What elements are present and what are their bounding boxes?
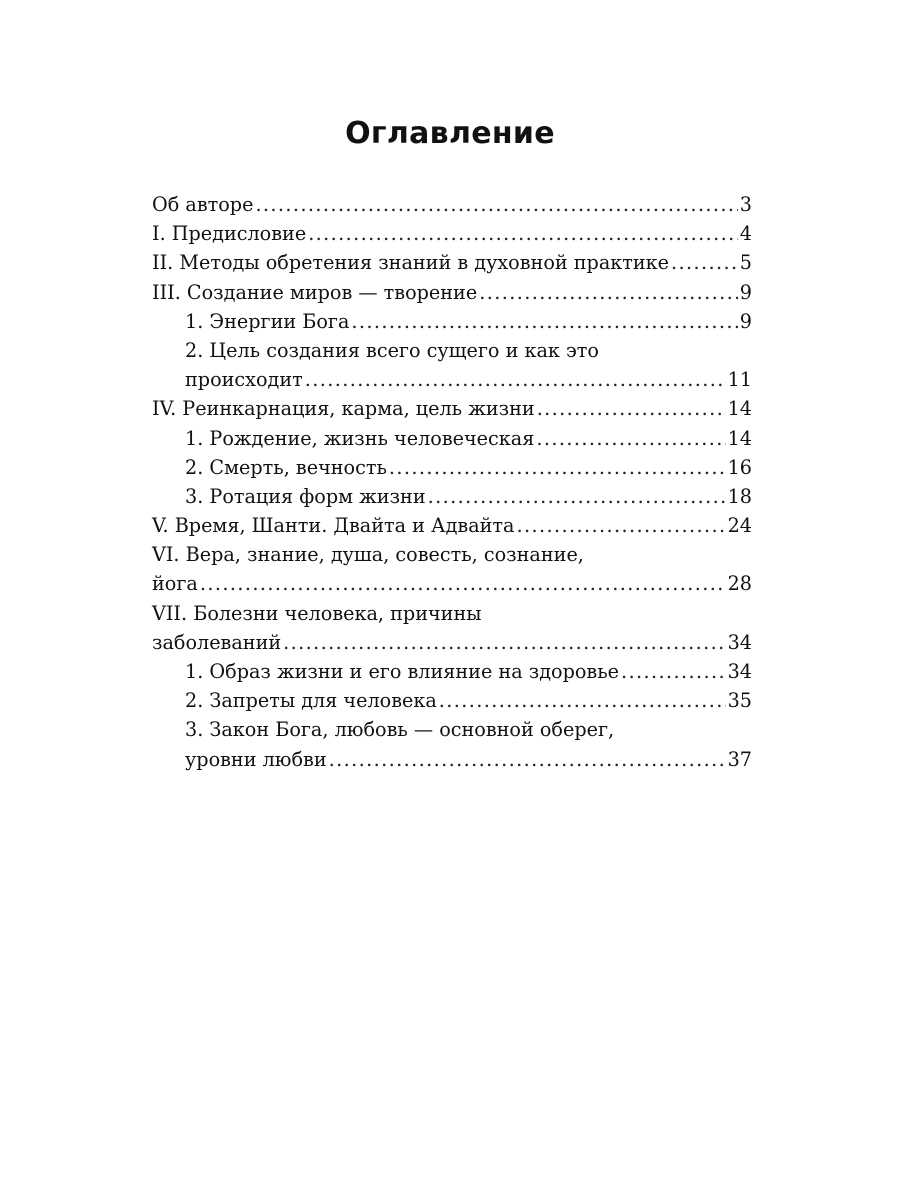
- toc-entry-text: 2. Запреты для человека: [185, 689, 437, 713]
- toc-entry-text: I. Предисловие: [152, 222, 307, 246]
- toc-subentry: [152, 307, 752, 336]
- toc-entry: [152, 248, 752, 277]
- toc-leader-dots: [255, 190, 737, 219]
- toc-entry: [152, 190, 752, 219]
- toc-leader-dots: [200, 569, 726, 598]
- toc-subentry: [152, 686, 752, 715]
- toc-leader-dots: [351, 307, 737, 336]
- toc-entry-text: 2. Цель создания всего сущего и как это: [185, 338, 599, 362]
- toc-leader-dots: [536, 424, 725, 453]
- toc-entry-text: 3. Ротация форм жизни: [185, 484, 426, 508]
- toc-entry-text: заболеваний: [152, 630, 282, 654]
- toc-page-number: 9: [739, 309, 752, 333]
- toc-page-number: 11: [727, 368, 752, 392]
- toc-entry-text: II. Методы обретения знаний в духовной практике: [152, 251, 670, 275]
- toc-page-number: 9: [739, 280, 752, 304]
- toc-page-number: 35: [727, 689, 752, 713]
- toc-entry: [152, 569, 752, 598]
- toc-entry-text: 1. Энергии Бога: [185, 309, 350, 333]
- toc-page-number: 37: [727, 747, 752, 771]
- toc-entry-text: III. Создание миров — творение: [152, 280, 478, 304]
- toc-entry: [152, 540, 752, 569]
- toc-entry-text: 1. Образ жизни и его влияние на здоровье: [185, 660, 620, 683]
- toc-page-number: 3: [739, 193, 752, 216]
- toc-leader-dots: [479, 278, 738, 307]
- toc-entry: [152, 599, 752, 628]
- toc-page-number: 24: [727, 514, 752, 538]
- toc-entry-text: йога: [152, 572, 198, 596]
- toc-leader-dots: [537, 394, 726, 423]
- toc-entry-text: уровни любви: [185, 747, 327, 771]
- toc-leader-dots: [671, 248, 738, 277]
- toc-page-number: 34: [727, 660, 752, 683]
- toc-entry: [152, 394, 752, 423]
- toc-subentry: [152, 453, 752, 482]
- toc-leader-dots: [517, 511, 726, 540]
- toc-entry-text: VII. Болезни человека, причины: [152, 601, 482, 625]
- table-of-contents: [152, 190, 752, 774]
- toc-subentry: [152, 745, 752, 774]
- toc-entry-text: V. Время, Шанти. Двайта и Адвайта: [152, 514, 515, 538]
- toc-leader-dots: [428, 482, 726, 511]
- toc-page-number: 34: [727, 630, 752, 654]
- toc-page-number: 28: [727, 572, 752, 596]
- toc-leader-dots: [389, 453, 726, 482]
- toc-entry-text: IV. Реинкарнация, карма, цель жизни: [152, 397, 535, 421]
- toc-page-number: 16: [727, 455, 752, 479]
- toc-entry-text: Об авторе: [152, 193, 254, 216]
- toc-page-number: 5: [739, 251, 752, 275]
- toc-page-number: 18: [727, 484, 752, 508]
- toc-subentry: [152, 715, 752, 744]
- toc-entry-text: VI. Вера, знание, душа, совесть, сознание,: [152, 543, 584, 567]
- toc-entry-text: 1. Рождение, жизнь человеческая: [185, 426, 535, 450]
- toc-subentry: [152, 657, 752, 686]
- toc-subentry: [152, 336, 752, 365]
- toc-entry-text: 2. Смерть, вечность: [185, 455, 387, 479]
- toc-subentry: [152, 482, 752, 511]
- toc-entry: [152, 511, 752, 540]
- toc-entry: [152, 628, 752, 657]
- toc-entry: [152, 278, 752, 307]
- toc-leader-dots: [329, 745, 726, 774]
- toc-page-number: 4: [739, 222, 752, 246]
- toc-leader-dots: [439, 686, 726, 715]
- toc-page-number: 14: [727, 397, 752, 421]
- toc-entry-text: 3. Закон Бога, любовь — основной оберег,: [185, 718, 615, 742]
- toc-leader-dots: [283, 628, 725, 657]
- toc-leader-dots: [305, 365, 726, 394]
- toc-subentry: [152, 365, 752, 394]
- toc-entry-text: происходит: [185, 368, 303, 392]
- toc-leader-dots: [621, 657, 726, 686]
- page-title: Оглавление: [345, 116, 555, 151]
- toc-page-number: 14: [727, 426, 752, 450]
- toc-subentry: [152, 424, 752, 453]
- toc-entry: [152, 219, 752, 248]
- toc-leader-dots: [308, 219, 738, 248]
